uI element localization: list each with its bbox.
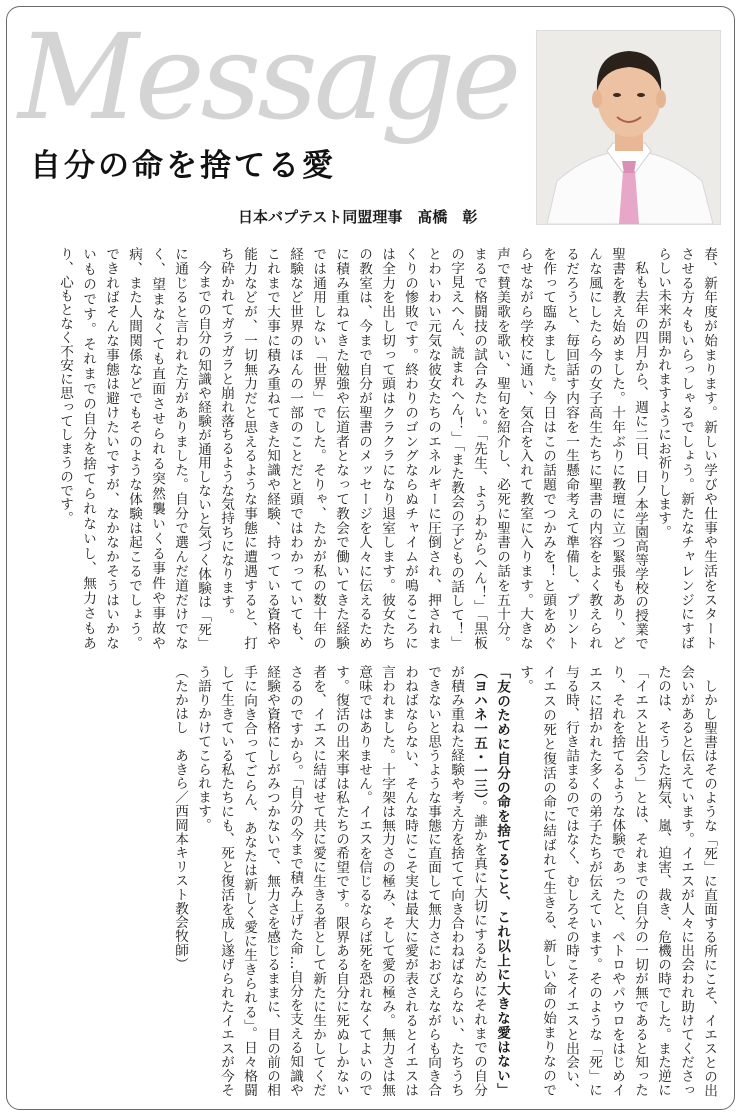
article-title: 自分の命を捨てる愛 (30, 148, 336, 184)
paragraph-quote (191, 665, 513, 1097)
author-portrait-icon (537, 31, 720, 224)
decorative-heading: Message (18, 8, 518, 146)
paragraph: 今までの自分の知識や経験が通用しないと気づく体験は「死」に通じると言われた方がありました。自分で選んだ道だけでなく、望まなくても直面させられる突然襲いくる事件や事故や病、また人間関係などでもそのような体験は起こるでしょう。できればそんな事態は避けたいですが、なかなかそうはいかないものです。それまでの自分を捨てられないし、無力さもあり、心もとなく不安に思ってしまうのです。 (57, 247, 211, 650)
article-column-upper (20, 247, 720, 650)
paragraph: 私も去年の四月から、週に二日、日ノ本学園高等学校の授業で聖書を教え始めました。十年ぶりに教壇に立つ緊張もあり、どんな風にしたら今の女子高生たちに聖書の内容をよく教えられるだろうと、毎回話す内容を一生懸命考えて準備し、プリントを作って臨みました。今日はこの話題でつかみを！と頭をめぐらせながら学校に通い、気合を入れて教室に入ります。大きな声で賛美歌を歌い、聖句を紹介し、必死に聖書の話を五十分。まるで格闘技の試合みたい。「先生、ようわからへん！」「黒板の字見えへん、読まれへん！」「また教会の子どもの話して！」とわいわい元気な彼女たちのエネルギーに圧倒され、押されまくりの惨敗です。終わりのゴングならぬチャイムが鳴るころには全力を出し切って頭はクラクラになり退室します。彼女たちの教室は、今まで自分が聖書のメッセージを人々に伝えるために積み重ねてきた勉強や伝道者となって教会で働いてきた経験では通用しない「世界」でした。そりゃ、たかが私の数十年の経験など世界のほんの一部のことだと頭ではわかっていても、これまで大事に積み重ねてきた知識や経験、持っている資格や能力などが、一切無力だと思えるような事態に遭遇すると、打ち砕かれてガラガラと崩れ落ちるような気持ちになります。 (218, 247, 648, 650)
paragraph: 春、新年度が始まります。新しい学びや仕事や生活をスタートさせる方々もいらっしゃるでしょう。新たなチャレンジにすばらしい未来が開かれますようにお祈りします。 (655, 247, 717, 650)
signature: （たかはし あきら／西岡本キリスト教会牧師） (172, 665, 188, 971)
author-photo (536, 30, 721, 225)
article-column-lower (20, 665, 720, 1097)
quote-continuation: 。誰かを真に大切にするためにそれまでの自分が積み重ねた経験や考え方を捨てて向き合わねばならない、たちうちできないと思うような事態に直面して無力さにおびえながらも向き合わねばならない、そんな時にこそ実は最大に愛が表されるとイエスは言われました。十字架は無力さの極み、そして愛の極み。無力さは無意味ではありません。イエスを信じるならば死を恐れなくてよいのです。復活の出来事は私たちの希望です。限界ある自分に死ぬしかない者を、イエスに結ばせて共に愛に生きる者として新たに生かしてくださるのですから。「自分の今まで積み上げた命…自分を支える知識や経験や資格にしがみつかないで、無力さを感じるままに、目の前の相手に向き合ってごらん、あなたは新しく愛に生きられる」。日々格闘して生きている私たちにも、死と復活を成し遂げられたイエスが今そう語りかけてこられます。 (195, 665, 487, 1097)
author-byline: 日本バプテスト同盟理事 髙橋 彰 (238, 208, 478, 226)
highlight-quote: 「友のために自分の命を捨てること、これ以上に大きな愛はない」（ヨハネ一五・一三） (471, 665, 510, 1097)
paragraph: しかし聖書はそのような「死」に直面する所にこそ、イエスとの出会いがあると伝えています。イエスが人々に出会われ助けてくださったのは、そうした病気、嵐、迫害、裁き、危機の時でした。また逆に「イエスと出会う」とは、それまでの自分の一切が無であると知ったり、それを捨てるような体験であったと、ペトロやパウロをはじめイエスに招かれた多くの弟子たちが伝えています。そのような「死」に与る時、行き詰まるのではなく、むしろその時こそイエスと出会い、イエスの死と復活の命に結ばれて生きる、新しい命の始まりなのです。 (517, 665, 717, 1097)
